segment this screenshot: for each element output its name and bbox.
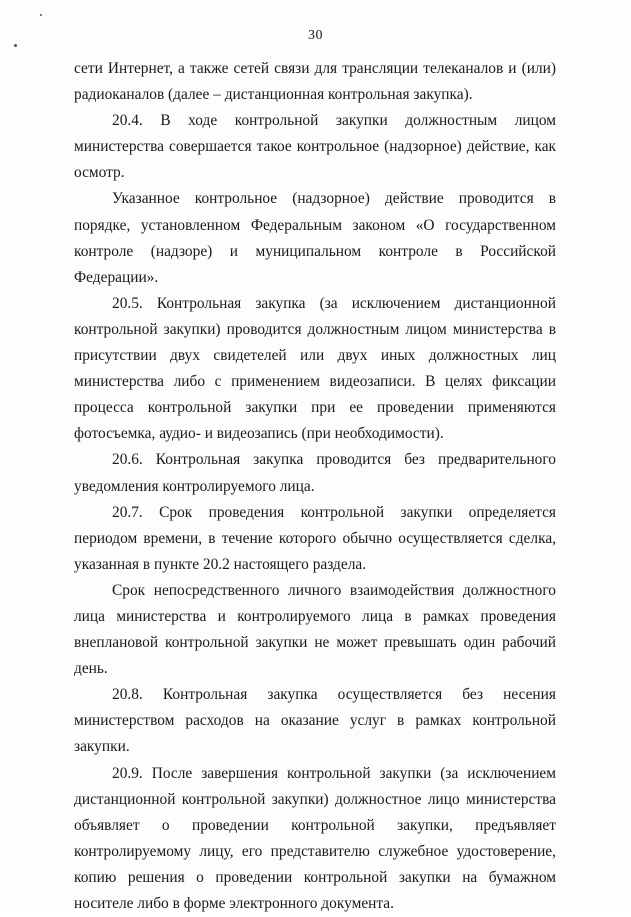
- paragraph-20-4: 20.4. В ходе контрольной закупки должностным лицом министерства совершается такое контрольное (надзорное) действие, как осмотр.: [74, 112, 556, 182]
- paragraph-20-9: 20.9. После завершения контрольной закупки (за исключением дистанционной контрольной закупки) должностное лицо министерства объявляет о проведении контрольной закупки, предъявляет контролируемому лицу, его представителю служебное удостоверение, копию решения о проведении контрольной закупки на бумажном носителе либо в форме электронного документа.: [74, 764, 556, 912]
- document-body: [74, 56, 556, 917]
- paragraph-20-7: 20.7. Срок проведения контрольной закупки определяется периодом времени, в течение которого обычно осуществляется сделка, указанная в пункте 20.2 настоящего раздела.: [74, 503, 556, 573]
- paragraph-interaction-term: Срок непосредственного личного взаимодействия должностного лица министерства и контролируемого лица в рамках проведения внеплановой контрольной закупки не может превышать один рабочий день.: [74, 581, 556, 678]
- paragraph-continuation: сети Интернет, а также сетей связи для трансляции телеканалов и (или) радиоканалов (далее – дистанционная контрольная закупка).: [74, 60, 556, 104]
- page-number: 30: [308, 28, 323, 43]
- paragraph-procedure: Указанное контрольное (надзорное) действие проводится в порядке, установленном Федеральным законом «О государственном контроле (надзоре) и муниципальном контроле в Российской Федерации».: [74, 190, 556, 286]
- paragraph-20-6: 20.6. Контрольная закупка проводится без предварительного уведомления контролируемого лица.: [74, 451, 556, 495]
- scan-speck: [40, 14, 42, 16]
- paragraph-20-8: 20.8. Контрольная закупка осуществляется без несения министерством расходов на оказание услуг в рамках контрольной закупки.: [74, 686, 556, 756]
- paragraph-20-5: 20.5. Контрольная закупка (за исключением дистанционной контрольной закупки) проводится должностным лицом министерства в присутствии двух свидетелей или двух иных должностных лиц министерства либо с применением видеозаписи. В целях фиксации процесса контрольной закупки при ее проведении применяются фотосъемка, аудио- и видеозапись (при необходимости).: [74, 294, 556, 443]
- scan-speck: [14, 44, 17, 47]
